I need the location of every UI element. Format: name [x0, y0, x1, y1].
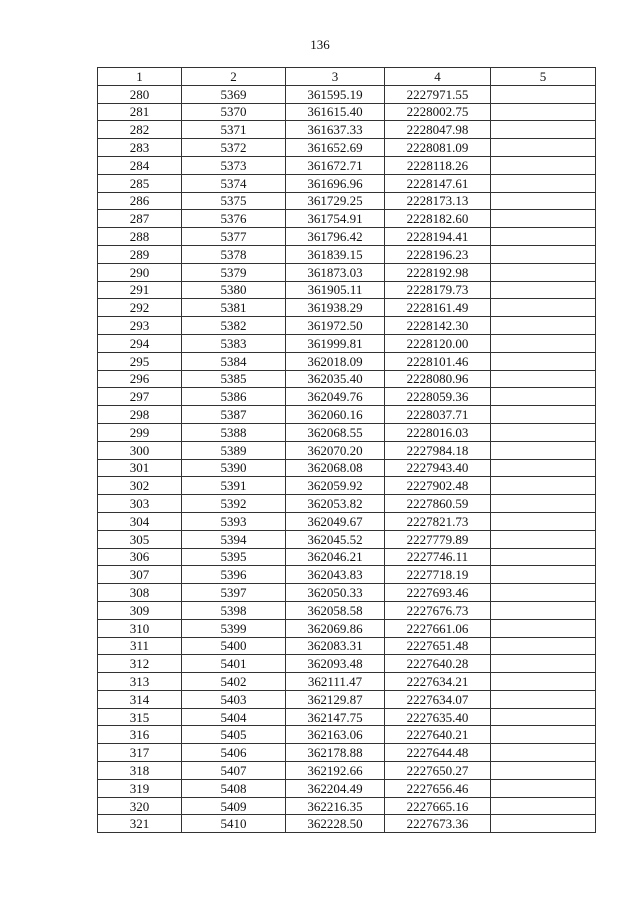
- table-cell-col-4: 2228118.26: [385, 156, 491, 174]
- table-cell-col-1: 293: [98, 317, 182, 335]
- table-cell-col-3: 361637.33: [286, 121, 385, 139]
- table-row: [98, 655, 596, 673]
- table-cell-col-2: 5378: [182, 245, 286, 263]
- table-cell-col-2: 5403: [182, 690, 286, 708]
- table-cell-col-4: 2227779.89: [385, 530, 491, 548]
- table-cell-col-3: 362068.08: [286, 459, 385, 477]
- table-cell-col-3: 361905.11: [286, 281, 385, 299]
- table-cell-col-2: 5385: [182, 370, 286, 388]
- table-cell-col-3: 362147.75: [286, 708, 385, 726]
- table-cell-col-4: 2228179.73: [385, 281, 491, 299]
- table-cell-col-5: [491, 815, 596, 833]
- table-cell-col-2: 5399: [182, 619, 286, 637]
- table-cell-col-5: [491, 174, 596, 192]
- table-cell-col-1: 313: [98, 673, 182, 691]
- table-cell-col-4: 2227644.48: [385, 744, 491, 762]
- table-row: [98, 619, 596, 637]
- table-cell-col-5: [491, 495, 596, 513]
- table-cell-col-1: 308: [98, 584, 182, 602]
- table-cell-col-4: 2227718.19: [385, 566, 491, 584]
- table-cell-col-5: [491, 655, 596, 673]
- table-cell-col-2: 5371: [182, 121, 286, 139]
- table-cell-col-3: 362083.31: [286, 637, 385, 655]
- table-row: [98, 797, 596, 815]
- table-cell-col-2: 5410: [182, 815, 286, 833]
- table-row: [98, 584, 596, 602]
- table-cell-col-4: 2228037.71: [385, 406, 491, 424]
- table-row: [98, 388, 596, 406]
- table-cell-col-2: 5380: [182, 281, 286, 299]
- table-cell-col-4: 2227821.73: [385, 512, 491, 530]
- table-cell-col-1: 291: [98, 281, 182, 299]
- table-row: [98, 245, 596, 263]
- column-header-1: 1: [98, 68, 182, 86]
- table-row: [98, 352, 596, 370]
- table-cell-col-2: 5391: [182, 477, 286, 495]
- table-cell-col-5: [491, 459, 596, 477]
- table-row: [98, 263, 596, 281]
- table-cell-col-1: 283: [98, 139, 182, 157]
- table-cell-col-5: [491, 370, 596, 388]
- table-cell-col-3: 362046.21: [286, 548, 385, 566]
- table-cell-col-4: 2228173.13: [385, 192, 491, 210]
- table-cell-col-3: 361595.19: [286, 85, 385, 103]
- table-cell-col-5: [491, 726, 596, 744]
- column-header-2: 2: [182, 68, 286, 86]
- table-cell-col-5: [491, 388, 596, 406]
- table-cell-col-2: 5393: [182, 512, 286, 530]
- table-cell-col-4: 2227634.21: [385, 673, 491, 691]
- table-cell-col-5: [491, 423, 596, 441]
- table-cell-col-5: [491, 281, 596, 299]
- table-cell-col-4: 2227635.40: [385, 708, 491, 726]
- table-cell-col-3: 361729.25: [286, 192, 385, 210]
- table-cell-col-1: 298: [98, 406, 182, 424]
- table-cell-col-2: 5397: [182, 584, 286, 602]
- table-cell-col-2: 5406: [182, 744, 286, 762]
- table-cell-col-2: 5408: [182, 779, 286, 797]
- table-row: [98, 530, 596, 548]
- table-cell-col-2: 5375: [182, 192, 286, 210]
- table-row: [98, 726, 596, 744]
- table-cell-col-5: [491, 637, 596, 655]
- table-row: [98, 548, 596, 566]
- table-cell-col-2: 5405: [182, 726, 286, 744]
- table-cell-col-3: 362053.82: [286, 495, 385, 513]
- table-cell-col-1: 309: [98, 601, 182, 619]
- table-cell-col-4: 2228192.98: [385, 263, 491, 281]
- table-cell-col-3: 362178.88: [286, 744, 385, 762]
- table-cell-col-4: 2227651.48: [385, 637, 491, 655]
- table-cell-col-2: 5394: [182, 530, 286, 548]
- table-cell-col-4: 2228101.46: [385, 352, 491, 370]
- table-cell-col-5: [491, 619, 596, 637]
- table-cell-col-4: 2227650.27: [385, 762, 491, 780]
- table-row: [98, 103, 596, 121]
- table-cell-col-5: [491, 601, 596, 619]
- table-cell-col-1: 316: [98, 726, 182, 744]
- page-number: 136: [310, 37, 330, 52]
- table-cell-col-2: 5377: [182, 228, 286, 246]
- table-cell-col-3: 361972.50: [286, 317, 385, 335]
- table-cell-col-2: 5390: [182, 459, 286, 477]
- table-cell-col-1: 305: [98, 530, 182, 548]
- table-cell-col-4: 2228047.98: [385, 121, 491, 139]
- table-row: [98, 459, 596, 477]
- table-cell-col-2: 5383: [182, 334, 286, 352]
- table-cell-col-5: [491, 121, 596, 139]
- table-row: [98, 210, 596, 228]
- table-cell-col-3: 361999.81: [286, 334, 385, 352]
- table-cell-col-4: 2227746.11: [385, 548, 491, 566]
- table-cell-col-1: 300: [98, 441, 182, 459]
- table-row: [98, 317, 596, 335]
- table-cell-col-3: 362043.83: [286, 566, 385, 584]
- table-row: [98, 156, 596, 174]
- table-cell-col-4: 2227665.16: [385, 797, 491, 815]
- table-cell-col-2: 5404: [182, 708, 286, 726]
- table-cell-col-1: 285: [98, 174, 182, 192]
- table-cell-col-1: 280: [98, 85, 182, 103]
- table-cell-col-1: 307: [98, 566, 182, 584]
- table-row: [98, 779, 596, 797]
- table-cell-col-3: 361754.91: [286, 210, 385, 228]
- table-cell-col-4: 2228002.75: [385, 103, 491, 121]
- table-cell-col-2: 5373: [182, 156, 286, 174]
- table-cell-col-5: [491, 779, 596, 797]
- table-cell-col-5: [491, 85, 596, 103]
- table-cell-col-1: 306: [98, 548, 182, 566]
- table-cell-col-5: [491, 762, 596, 780]
- table-cell-col-2: 5389: [182, 441, 286, 459]
- table-cell-col-5: [491, 441, 596, 459]
- table-row: [98, 299, 596, 317]
- table-row: [98, 673, 596, 691]
- table-cell-col-2: 5382: [182, 317, 286, 335]
- table-cell-col-5: [491, 744, 596, 762]
- table-cell-col-1: 282: [98, 121, 182, 139]
- table-cell-col-5: [491, 708, 596, 726]
- table-cell-col-5: [491, 690, 596, 708]
- table-cell-col-3: 362111.47: [286, 673, 385, 691]
- table-cell-col-5: [491, 210, 596, 228]
- table-body: [98, 85, 596, 832]
- table-cell-col-3: 362050.33: [286, 584, 385, 602]
- table-cell-col-3: 362068.55: [286, 423, 385, 441]
- table-cell-col-1: 320: [98, 797, 182, 815]
- table-cell-col-3: 361796.42: [286, 228, 385, 246]
- coordinates-table: [97, 67, 596, 833]
- table-row: [98, 637, 596, 655]
- table-cell-col-5: [491, 548, 596, 566]
- table-row: [98, 174, 596, 192]
- table-cell-col-3: 362093.48: [286, 655, 385, 673]
- table-cell-col-4: 2228016.03: [385, 423, 491, 441]
- table-cell-col-1: 321: [98, 815, 182, 833]
- table-cell-col-4: 2227673.36: [385, 815, 491, 833]
- table-cell-col-1: 311: [98, 637, 182, 655]
- table-cell-col-3: 361839.15: [286, 245, 385, 263]
- table-cell-col-1: 286: [98, 192, 182, 210]
- table-cell-col-1: 292: [98, 299, 182, 317]
- table-cell-col-5: [491, 530, 596, 548]
- table-cell-col-4: 2228080.96: [385, 370, 491, 388]
- table-cell-col-4: 2228147.61: [385, 174, 491, 192]
- table-cell-col-2: 5398: [182, 601, 286, 619]
- table-cell-col-4: 2228059.36: [385, 388, 491, 406]
- table-row: [98, 370, 596, 388]
- table-cell-col-5: [491, 156, 596, 174]
- table-cell-col-3: 362163.06: [286, 726, 385, 744]
- table-cell-col-3: 361873.03: [286, 263, 385, 281]
- table-cell-col-3: 361696.96: [286, 174, 385, 192]
- table-cell-col-1: 296: [98, 370, 182, 388]
- table-cell-col-2: 5381: [182, 299, 286, 317]
- table-cell-col-5: [491, 192, 596, 210]
- table-cell-col-3: 362049.76: [286, 388, 385, 406]
- table-cell-col-4: 2227902.48: [385, 477, 491, 495]
- table-cell-col-1: 299: [98, 423, 182, 441]
- table-cell-col-3: 361672.71: [286, 156, 385, 174]
- column-header-3: 3: [286, 68, 385, 86]
- table-cell-col-3: 362018.09: [286, 352, 385, 370]
- table-row: [98, 762, 596, 780]
- table-cell-col-4: 2227661.06: [385, 619, 491, 637]
- table-cell-col-3: 362045.52: [286, 530, 385, 548]
- table-row: [98, 192, 596, 210]
- table-cell-col-3: 362070.20: [286, 441, 385, 459]
- table-cell-col-4: 2228196.23: [385, 245, 491, 263]
- table-row: [98, 495, 596, 513]
- table-cell-col-2: 5402: [182, 673, 286, 691]
- table-cell-col-4: 2228142.30: [385, 317, 491, 335]
- table-cell-col-3: 362035.40: [286, 370, 385, 388]
- table-cell-col-1: 295: [98, 352, 182, 370]
- table-cell-col-1: 317: [98, 744, 182, 762]
- table-cell-col-5: [491, 797, 596, 815]
- table-cell-col-3: 361652.69: [286, 139, 385, 157]
- table-cell-col-4: 2227971.55: [385, 85, 491, 103]
- table-cell-col-2: 5392: [182, 495, 286, 513]
- table-cell-col-1: 289: [98, 245, 182, 263]
- table-row: [98, 708, 596, 726]
- table-cell-col-2: 5379: [182, 263, 286, 281]
- table-cell-col-2: 5374: [182, 174, 286, 192]
- table-cell-col-2: 5369: [182, 85, 286, 103]
- table-cell-col-5: [491, 352, 596, 370]
- table-cell-col-3: 362060.16: [286, 406, 385, 424]
- table-cell-col-1: 319: [98, 779, 182, 797]
- table-cell-col-5: [491, 334, 596, 352]
- table-cell-col-4: 2228194.41: [385, 228, 491, 246]
- table-cell-col-2: 5386: [182, 388, 286, 406]
- table-row: [98, 139, 596, 157]
- table-cell-col-2: 5407: [182, 762, 286, 780]
- table-cell-col-5: [491, 512, 596, 530]
- table-cell-col-5: [491, 566, 596, 584]
- table-cell-col-5: [491, 584, 596, 602]
- table-row: [98, 228, 596, 246]
- table-cell-col-4: 2228182.60: [385, 210, 491, 228]
- table-cell-col-1: 301: [98, 459, 182, 477]
- table-cell-col-3: 361615.40: [286, 103, 385, 121]
- table-cell-col-5: [491, 299, 596, 317]
- table-cell-col-1: 290: [98, 263, 182, 281]
- header-row: [98, 68, 596, 86]
- table-cell-col-3: 362059.92: [286, 477, 385, 495]
- table-row: [98, 566, 596, 584]
- table-cell-col-4: 2227860.59: [385, 495, 491, 513]
- table-cell-col-3: 362129.87: [286, 690, 385, 708]
- table-cell-col-1: 312: [98, 655, 182, 673]
- table-cell-col-4: 2227634.07: [385, 690, 491, 708]
- table-cell-col-1: 318: [98, 762, 182, 780]
- table-row: [98, 441, 596, 459]
- table-row: [98, 815, 596, 833]
- table-row: [98, 121, 596, 139]
- table-cell-col-2: 5396: [182, 566, 286, 584]
- table-cell-col-5: [491, 263, 596, 281]
- table-cell-col-5: [491, 673, 596, 691]
- table-cell-col-4: 2228161.49: [385, 299, 491, 317]
- table-cell-col-4: 2227640.21: [385, 726, 491, 744]
- table-cell-col-2: 5384: [182, 352, 286, 370]
- table-cell-col-1: 281: [98, 103, 182, 121]
- table-cell-col-4: 2227943.40: [385, 459, 491, 477]
- table-cell-col-1: 315: [98, 708, 182, 726]
- table-row: [98, 477, 596, 495]
- table-cell-col-1: 303: [98, 495, 182, 513]
- table-row: [98, 423, 596, 441]
- table-cell-col-3: 362049.67: [286, 512, 385, 530]
- table-row: [98, 406, 596, 424]
- table-cell-col-4: 2227676.73: [385, 601, 491, 619]
- table-cell-col-1: 287: [98, 210, 182, 228]
- table-cell-col-3: 362228.50: [286, 815, 385, 833]
- table-row: [98, 334, 596, 352]
- table-cell-col-5: [491, 245, 596, 263]
- table-cell-col-2: 5376: [182, 210, 286, 228]
- table-cell-col-1: 314: [98, 690, 182, 708]
- column-header-5: 5: [491, 68, 596, 86]
- table-row: [98, 512, 596, 530]
- table-row: [98, 744, 596, 762]
- table-cell-col-3: 362069.86: [286, 619, 385, 637]
- table-cell-col-4: 2227984.18: [385, 441, 491, 459]
- table-cell-col-4: 2228120.00: [385, 334, 491, 352]
- table-row: [98, 690, 596, 708]
- table-cell-col-3: 362204.49: [286, 779, 385, 797]
- table-row: [98, 281, 596, 299]
- table-cell-col-1: 310: [98, 619, 182, 637]
- table-cell-col-2: 5388: [182, 423, 286, 441]
- table-row: [98, 601, 596, 619]
- table-cell-col-3: 362192.66: [286, 762, 385, 780]
- table-cell-col-3: 362058.58: [286, 601, 385, 619]
- table-cell-col-5: [491, 406, 596, 424]
- table-cell-col-2: 5409: [182, 797, 286, 815]
- table-cell-col-5: [491, 317, 596, 335]
- table-cell-col-2: 5372: [182, 139, 286, 157]
- column-header-4: 4: [385, 68, 491, 86]
- table-cell-col-1: 302: [98, 477, 182, 495]
- table-cell-col-4: 2227693.46: [385, 584, 491, 602]
- table-cell-col-4: 2227656.46: [385, 779, 491, 797]
- table-cell-col-1: 288: [98, 228, 182, 246]
- table-cell-col-2: 5387: [182, 406, 286, 424]
- table-cell-col-2: 5370: [182, 103, 286, 121]
- table-cell-col-3: 361938.29: [286, 299, 385, 317]
- table-cell-col-1: 284: [98, 156, 182, 174]
- table-cell-col-2: 5400: [182, 637, 286, 655]
- table-row: [98, 85, 596, 103]
- table-cell-col-4: 2228081.09: [385, 139, 491, 157]
- table-cell-col-5: [491, 477, 596, 495]
- table-cell-col-5: [491, 139, 596, 157]
- table-cell-col-1: 304: [98, 512, 182, 530]
- table-cell-col-2: 5395: [182, 548, 286, 566]
- table-cell-col-2: 5401: [182, 655, 286, 673]
- table-cell-col-1: 297: [98, 388, 182, 406]
- table-cell-col-1: 294: [98, 334, 182, 352]
- table-cell-col-5: [491, 103, 596, 121]
- table-cell-col-5: [491, 228, 596, 246]
- table-cell-col-4: 2227640.28: [385, 655, 491, 673]
- table-cell-col-3: 362216.35: [286, 797, 385, 815]
